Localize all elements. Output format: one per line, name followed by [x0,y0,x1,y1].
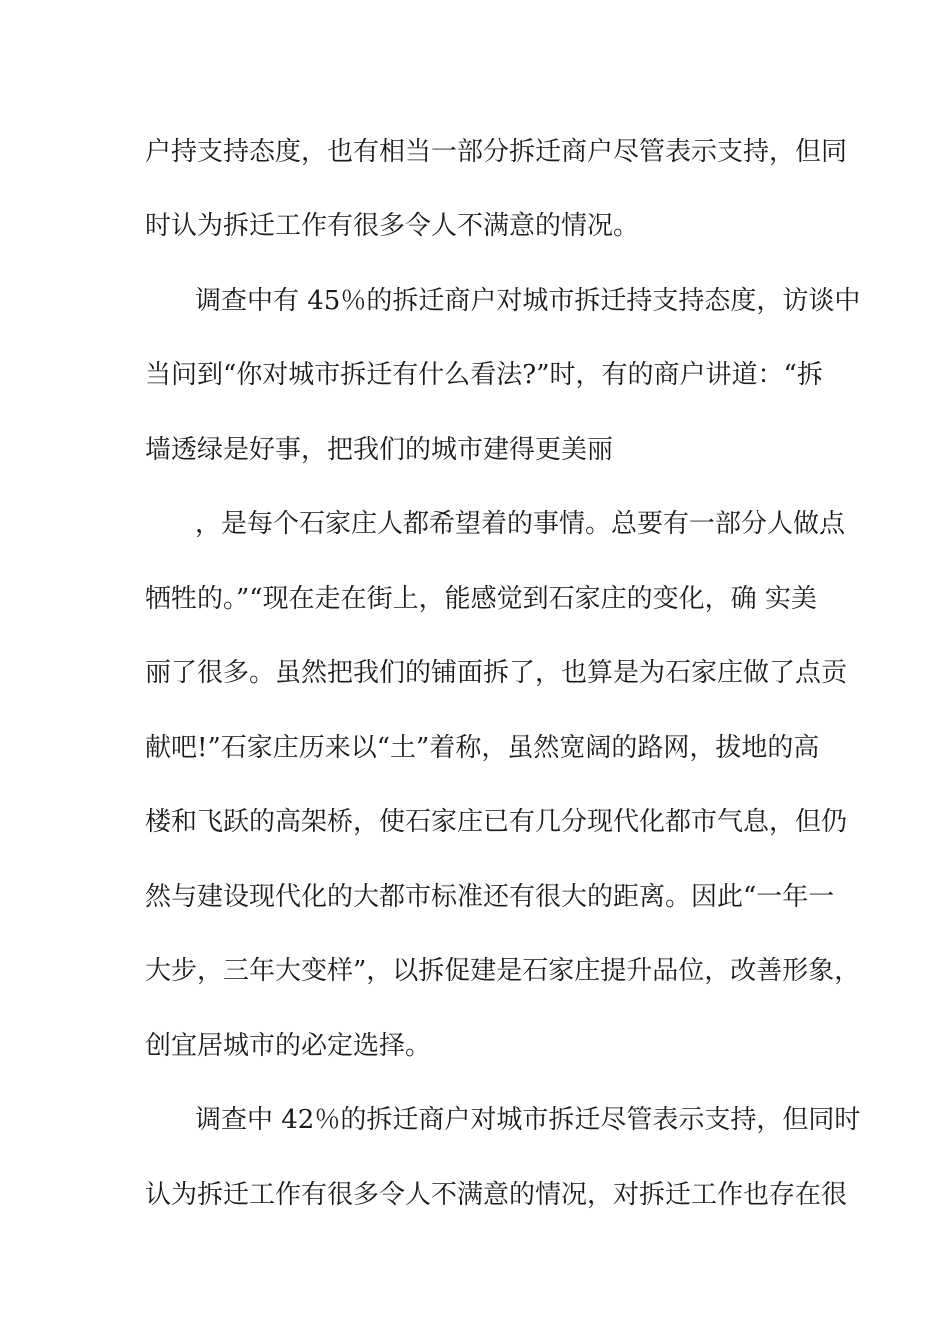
paragraph-line: 创宜居城市的必定选择。 [145,1031,432,1061]
paragraph-line: 当问到“你对城市拆迁有什么看法?”时，有的商户讲道：“拆 [145,360,823,390]
paragraph-line: 调查中 42％的拆迁商户对城市拆迁尽管表示支持，但同时 [195,1105,861,1135]
paragraph-line: 认为拆迁工作有很多令人不满意的情况，对拆迁工作也存在很 [145,1180,848,1210]
paragraph-line: 然与建设现代化的大都市标准还有很大的距离。因此“一年一 [145,882,835,912]
paragraph-line: 墙透绿是好事，把我们的城市建得更美丽 [145,435,614,465]
paragraph-line: 大步，三年大变样”，以拆促建是石家庄提升品位，改善形象， [145,956,861,986]
paragraph-line: 时认为拆迁工作有很多令人不满意的情况。 [145,211,640,241]
paragraph-line: ，是每个石家庄人都希望着的事情。总要有一部分人做点 [195,509,846,539]
paragraph-line: 户持支持态度，也有相当一部分拆迁商户尽管表示支持，但同 [145,137,848,167]
paragraph-line: 楼和飞跃的高架桥，使石家庄已有几分现代化都市气息，但仍 [145,807,848,837]
paragraph-line: 调查中有 45％的拆迁商户对城市拆迁持支持态度，访谈中 [195,286,861,316]
paragraph-line: 献吧!”石家庄历来以“土”着称，虽然宽阔的路网，拔地的高 [145,733,820,763]
paragraph-line: 牺牲的。”“现在走在街上，能感觉到石家庄的变化，确 实美 [145,584,817,614]
paragraph-line: 丽了很多。虽然把我们的铺面拆了，也算是为石家庄做了点贡 [145,658,848,688]
